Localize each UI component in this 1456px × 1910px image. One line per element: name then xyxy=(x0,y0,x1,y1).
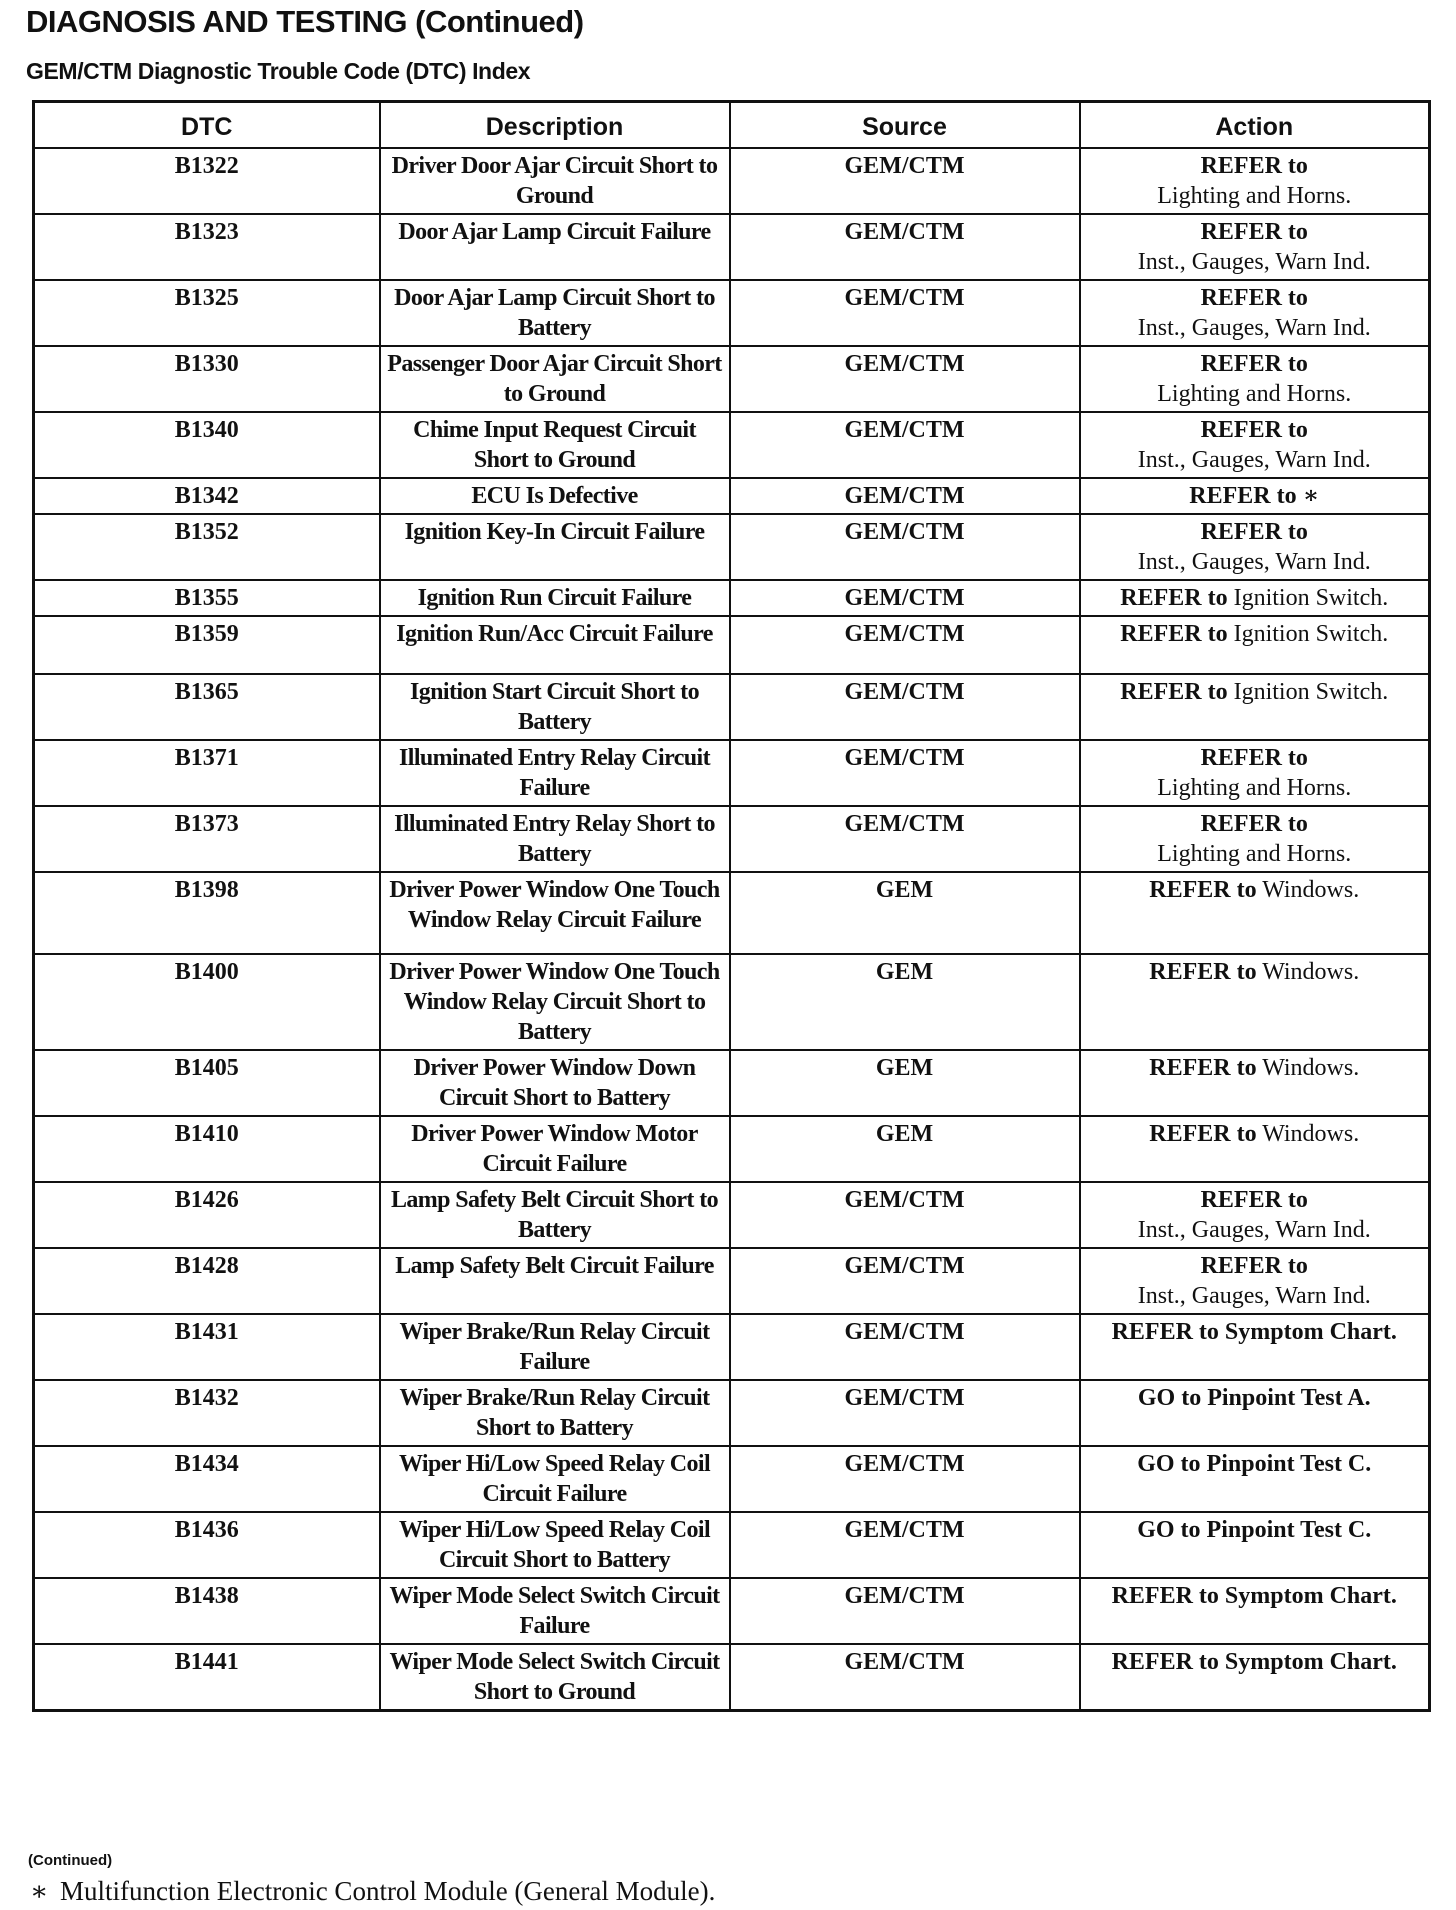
dtc-code-cell: B1400 xyxy=(34,954,380,1050)
dtc-index-table xyxy=(32,100,1431,1712)
table-row xyxy=(34,674,1430,740)
source-cell: GEM/CTM xyxy=(730,478,1080,514)
table-row xyxy=(34,1248,1430,1314)
dtc-code-cell: B1325 xyxy=(34,280,380,346)
action-cell xyxy=(1080,1116,1430,1182)
footnote xyxy=(30,1876,715,1907)
description-cell: Driver Power Window Motor Circuit Failure xyxy=(380,1116,730,1182)
action-target: Ignition Switch. xyxy=(1233,621,1389,647)
action-lead: REFER to xyxy=(1200,285,1308,311)
dtc-code-cell: B1398 xyxy=(34,872,380,954)
source-cell: GEM/CTM xyxy=(730,1446,1080,1512)
action-target: Lighting and Horns. xyxy=(1157,775,1352,801)
asterisk-icon: ∗ xyxy=(30,1876,49,1906)
action-lead: REFER to xyxy=(1149,1121,1257,1147)
action-lead: REFER to xyxy=(1149,1055,1257,1081)
description-cell: Door Ajar Lamp Circuit Failure xyxy=(380,214,730,280)
description-cell: Ignition Key-In Circuit Failure xyxy=(380,514,730,580)
source-cell: GEM xyxy=(730,1116,1080,1182)
action-cell xyxy=(1080,1314,1430,1380)
action-lead: REFER to xyxy=(1200,745,1308,771)
source-cell: GEM/CTM xyxy=(730,280,1080,346)
action-cell xyxy=(1080,954,1430,1050)
action-lead: REFER to Symptom Chart. xyxy=(1111,1319,1397,1345)
table-row xyxy=(34,280,1430,346)
action-cell xyxy=(1080,148,1430,214)
action-lead: REFER to ∗ xyxy=(1189,483,1320,509)
table-row xyxy=(34,412,1430,478)
table-row xyxy=(34,954,1430,1050)
table-row xyxy=(34,580,1430,616)
action-cell xyxy=(1080,1512,1430,1578)
footnote-text: Multifunction Electronic Control Module (General Module). xyxy=(60,1876,716,1906)
action-cell xyxy=(1080,346,1430,412)
action-lead: REFER to xyxy=(1120,585,1228,611)
action-lead: GO to Pinpoint Test C. xyxy=(1137,1517,1372,1543)
action-target: Inst., Gauges, Warn Ind. xyxy=(1137,1217,1371,1243)
source-cell: GEM/CTM xyxy=(730,1578,1080,1644)
header-action: Action xyxy=(1080,102,1430,149)
description-cell: Illuminated Entry Relay Circuit Failure xyxy=(380,740,730,806)
action-cell xyxy=(1080,1050,1430,1116)
description-cell: Wiper Brake/Run Relay Circuit Failure xyxy=(380,1314,730,1380)
action-lead: REFER to xyxy=(1200,519,1308,545)
dtc-code-cell: B1373 xyxy=(34,806,380,872)
action-target: Inst., Gauges, Warn Ind. xyxy=(1137,447,1371,473)
source-cell: GEM/CTM xyxy=(730,148,1080,214)
description-cell: Wiper Mode Select Switch Circuit Short to Ground xyxy=(380,1644,730,1711)
continued-note: (Continued) xyxy=(28,1852,113,1869)
action-target: Windows. xyxy=(1262,1055,1360,1081)
source-cell: GEM/CTM xyxy=(730,806,1080,872)
action-cell xyxy=(1080,214,1430,280)
action-cell xyxy=(1080,806,1430,872)
dtc-code-cell: B1432 xyxy=(34,1380,380,1446)
source-cell: GEM/CTM xyxy=(730,1248,1080,1314)
dtc-code-cell: B1438 xyxy=(34,1578,380,1644)
action-cell xyxy=(1080,280,1430,346)
action-cell xyxy=(1080,674,1430,740)
description-cell: Chime Input Request Circuit Short to Ground xyxy=(380,412,730,478)
description-cell: Wiper Mode Select Switch Circuit Failure xyxy=(380,1578,730,1644)
dtc-code-cell: B1434 xyxy=(34,1446,380,1512)
action-cell xyxy=(1080,740,1430,806)
source-cell: GEM/CTM xyxy=(730,580,1080,616)
table-row xyxy=(34,1050,1430,1116)
dtc-code-cell: B1323 xyxy=(34,214,380,280)
action-target: Ignition Switch. xyxy=(1233,679,1389,705)
table-row xyxy=(34,478,1430,514)
table-row xyxy=(34,1380,1430,1446)
description-cell: ECU Is Defective xyxy=(380,478,730,514)
action-cell xyxy=(1080,1380,1430,1446)
table-row xyxy=(34,514,1430,580)
dtc-code-cell: B1352 xyxy=(34,514,380,580)
action-cell xyxy=(1080,1446,1430,1512)
table-row xyxy=(34,148,1430,214)
table-row xyxy=(34,346,1430,412)
source-cell: GEM/CTM xyxy=(730,616,1080,674)
source-cell: GEM/CTM xyxy=(730,1512,1080,1578)
action-lead: GO to Pinpoint Test A. xyxy=(1137,1385,1371,1411)
action-target: Lighting and Horns. xyxy=(1157,841,1352,867)
action-cell xyxy=(1080,580,1430,616)
action-target: Inst., Gauges, Warn Ind. xyxy=(1137,249,1371,275)
dtc-code-cell: B1436 xyxy=(34,1512,380,1578)
action-cell xyxy=(1080,412,1430,478)
source-cell: GEM/CTM xyxy=(730,214,1080,280)
table-row xyxy=(34,872,1430,954)
page-title: DIAGNOSIS AND TESTING (Continued) xyxy=(26,4,584,39)
source-cell: GEM xyxy=(730,954,1080,1050)
action-target: Windows. xyxy=(1262,959,1360,985)
description-cell: Driver Door Ajar Circuit Short to Ground xyxy=(380,148,730,214)
action-cell xyxy=(1080,478,1430,514)
action-lead: REFER to xyxy=(1200,219,1308,245)
table-header-row xyxy=(34,102,1430,149)
table-row xyxy=(34,1512,1430,1578)
action-target: Inst., Gauges, Warn Ind. xyxy=(1137,315,1371,341)
dtc-code-cell: B1431 xyxy=(34,1314,380,1380)
description-cell: Lamp Safety Belt Circuit Failure xyxy=(380,1248,730,1314)
action-lead: GO to Pinpoint Test C. xyxy=(1137,1451,1372,1477)
table-row xyxy=(34,806,1430,872)
action-cell xyxy=(1080,1578,1430,1644)
dtc-code-cell: B1355 xyxy=(34,580,380,616)
action-lead: REFER to xyxy=(1200,417,1308,443)
action-lead: REFER to Symptom Chart. xyxy=(1111,1583,1397,1609)
description-cell: Ignition Start Circuit Short to Battery xyxy=(380,674,730,740)
action-cell xyxy=(1080,1644,1430,1711)
description-cell: Ignition Run/Acc Circuit Failure xyxy=(380,616,730,674)
source-cell: GEM/CTM xyxy=(730,1314,1080,1380)
action-lead: REFER to xyxy=(1200,811,1308,837)
action-target: Inst., Gauges, Warn Ind. xyxy=(1137,549,1371,575)
dtc-code-cell: B1410 xyxy=(34,1116,380,1182)
table-row xyxy=(34,1182,1430,1248)
action-target: Ignition Switch. xyxy=(1233,585,1389,611)
dtc-code-cell: B1405 xyxy=(34,1050,380,1116)
section-title: GEM/CTM Diagnostic Trouble Code (DTC) Index xyxy=(26,58,531,84)
source-cell: GEM xyxy=(730,872,1080,954)
table-row xyxy=(34,214,1430,280)
table-row xyxy=(34,1314,1430,1380)
table-body xyxy=(34,148,1430,1711)
description-cell: Driver Power Window Down Circuit Short to Battery xyxy=(380,1050,730,1116)
action-lead: REFER to xyxy=(1149,959,1257,985)
dtc-code-cell: B1322 xyxy=(34,148,380,214)
action-lead: REFER to xyxy=(1200,1253,1308,1279)
action-cell xyxy=(1080,872,1430,954)
table-row xyxy=(34,1116,1430,1182)
action-lead: REFER to Symptom Chart. xyxy=(1111,1649,1397,1675)
dtc-code-cell: B1340 xyxy=(34,412,380,478)
description-cell: Wiper Brake/Run Relay Circuit Short to Battery xyxy=(380,1380,730,1446)
source-cell: GEM xyxy=(730,1050,1080,1116)
action-target: Inst., Gauges, Warn Ind. xyxy=(1137,1283,1371,1309)
action-cell xyxy=(1080,1248,1430,1314)
description-cell: Driver Power Window One Touch Window Relay Circuit Failure xyxy=(380,872,730,954)
dtc-code-cell: B1428 xyxy=(34,1248,380,1314)
header-dtc: DTC xyxy=(34,102,380,149)
description-cell: Illuminated Entry Relay Short to Battery xyxy=(380,806,730,872)
description-cell: Ignition Run Circuit Failure xyxy=(380,580,730,616)
source-cell: GEM/CTM xyxy=(730,412,1080,478)
source-cell: GEM/CTM xyxy=(730,740,1080,806)
action-target: Windows. xyxy=(1262,877,1360,903)
action-lead: REFER to xyxy=(1200,1187,1308,1213)
dtc-code-cell: B1330 xyxy=(34,346,380,412)
source-cell: GEM/CTM xyxy=(730,1644,1080,1711)
table-row xyxy=(34,1578,1430,1644)
action-lead: REFER to xyxy=(1149,877,1257,903)
table-row xyxy=(34,740,1430,806)
dtc-code-cell: B1426 xyxy=(34,1182,380,1248)
table-row xyxy=(34,1446,1430,1512)
dtc-code-cell: B1371 xyxy=(34,740,380,806)
dtc-code-cell: B1342 xyxy=(34,478,380,514)
action-lead: REFER to xyxy=(1120,621,1228,647)
description-cell: Door Ajar Lamp Circuit Short to Battery xyxy=(380,280,730,346)
source-cell: GEM/CTM xyxy=(730,1380,1080,1446)
source-cell: GEM/CTM xyxy=(730,674,1080,740)
dtc-code-cell: B1441 xyxy=(34,1644,380,1711)
description-cell: Wiper Hi/Low Speed Relay Coil Circuit Short to Battery xyxy=(380,1512,730,1578)
source-cell: GEM/CTM xyxy=(730,514,1080,580)
action-cell xyxy=(1080,514,1430,580)
action-cell xyxy=(1080,1182,1430,1248)
action-target: Windows. xyxy=(1262,1121,1360,1147)
action-target: Lighting and Horns. xyxy=(1157,381,1352,407)
action-cell xyxy=(1080,616,1430,674)
table-row xyxy=(34,616,1430,674)
description-cell: Wiper Hi/Low Speed Relay Coil Circuit Failure xyxy=(380,1446,730,1512)
dtc-code-cell: B1365 xyxy=(34,674,380,740)
description-cell: Passenger Door Ajar Circuit Short to Ground xyxy=(380,346,730,412)
description-cell: Lamp Safety Belt Circuit Short to Battery xyxy=(380,1182,730,1248)
action-lead: REFER to xyxy=(1200,153,1308,179)
source-cell: GEM/CTM xyxy=(730,346,1080,412)
source-cell: GEM/CTM xyxy=(730,1182,1080,1248)
table-row xyxy=(34,1644,1430,1711)
description-cell: Driver Power Window One Touch Window Relay Circuit Short to Battery xyxy=(380,954,730,1050)
header-description: Description xyxy=(380,102,730,149)
action-lead: REFER to xyxy=(1200,351,1308,377)
header-source: Source xyxy=(730,102,1080,149)
action-target: Lighting and Horns. xyxy=(1157,183,1352,209)
dtc-code-cell: B1359 xyxy=(34,616,380,674)
action-lead: REFER to xyxy=(1120,679,1228,705)
